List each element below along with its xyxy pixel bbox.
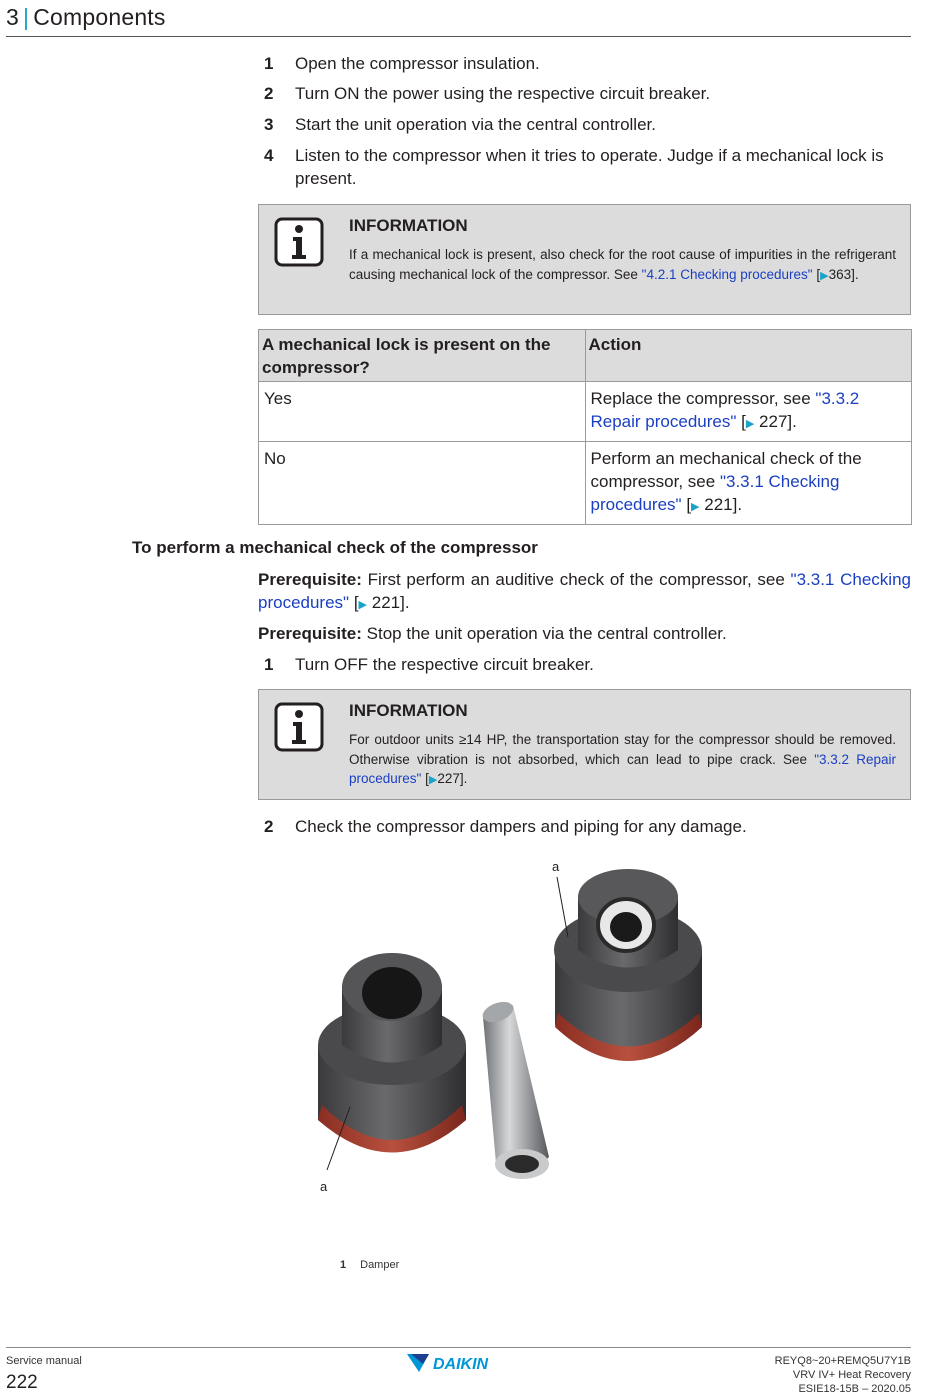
step-number: 3 <box>264 115 274 134</box>
step-item <box>258 82 911 105</box>
header-separator: | <box>23 4 30 30</box>
caption-number: 1 <box>340 1259 347 1271</box>
page-header <box>6 4 166 31</box>
footer-doc-type: Service manual <box>6 1355 82 1367</box>
step-number: 1 <box>264 655 274 674</box>
table-row <box>259 442 912 525</box>
leader-line <box>557 877 568 937</box>
section-heading: To perform a mechanical check of the compressor <box>132 538 538 557</box>
information-body: If a mechanical lock is present, also check for the root cause of impurities in the refrigerant causing mechanical lock of the compressor. See <box>349 247 896 282</box>
caption-text: Damper <box>360 1259 400 1271</box>
table-row <box>259 382 912 442</box>
step-number: 2 <box>264 84 274 103</box>
information-title: INFORMATION <box>349 216 468 235</box>
figure-caption <box>340 1259 399 1271</box>
step-item <box>258 815 911 838</box>
step-text: Turn ON the power using the respective circuit breaker. <box>295 84 711 103</box>
page-arrow-icon: ▶ <box>820 269 829 282</box>
information-box <box>258 689 911 800</box>
cross-reference-link[interactable]: "3.3.1 Checking procedures" <box>258 570 911 612</box>
step-text: Listen to the compressor when it tries to operate. Judge if a mechanical lock is present. <box>295 146 884 188</box>
chapter-title: Components <box>33 4 166 30</box>
step-item <box>258 113 911 136</box>
step-number: 1 <box>264 54 274 73</box>
information-text: For outdoor units ≥14 HP, the transportation stay for the compressor should be removed. Otherwise vibration is not absorbed, which can lead to pipe crack. See "3.3.2 Repair procedures" [▶227]. <box>349 732 896 786</box>
cross-reference-link[interactable]: "3.3.2 Repair procedures" <box>590 389 860 431</box>
table-cell-action: Perform an mechanical check of the compressor, see "3.3.1 Checking procedures" [▶ 221]. <box>585 442 912 525</box>
daikin-logo <box>407 1352 511 1374</box>
table-cell-action: Replace the compressor, see "3.3.2 Repair procedures" [▶ 227]. <box>585 382 912 442</box>
page-ref-close: ]. <box>851 266 859 282</box>
prerequisite-label: Prerequisite: <box>258 624 362 643</box>
cross-reference-link[interactable]: "4.2.1 Checking procedures" <box>641 266 813 282</box>
model-code: REYQ8~20+REMQ5U7Y1B <box>774 1355 911 1367</box>
footer-divider <box>6 1347 911 1348</box>
information-text <box>349 245 896 286</box>
step-number: 2 <box>264 817 274 836</box>
damper-photo <box>300 855 720 1205</box>
page-arrow-icon: ▶ <box>428 774 438 786</box>
left-damper <box>318 953 466 1153</box>
prerequisite-text: First perform an auditive check of the compressor, see <box>361 570 791 589</box>
action-text: Replace the compressor, see <box>590 389 816 408</box>
table-header-row <box>259 330 912 382</box>
header-divider <box>6 36 911 37</box>
prerequisite-label: Prerequisite: <box>258 570 362 589</box>
page-arrow-icon: ▶ <box>358 599 368 611</box>
footer-model-info <box>775 1354 911 1396</box>
brand-name: DAIKIN <box>433 1356 489 1373</box>
chapter-number: 3 <box>6 4 19 30</box>
cross-reference-link[interactable]: "3.3.1 Checking procedures" <box>590 472 840 514</box>
step-item <box>258 653 911 676</box>
information-title: INFORMATION <box>349 701 468 720</box>
action-text: Perform an mechanical check of the compressor, see <box>590 449 862 491</box>
step-text: Turn OFF the respective circuit breaker. <box>295 655 594 674</box>
page-ref: 227 <box>437 771 460 786</box>
callout-label: a <box>320 1179 328 1194</box>
page-ref: 227 <box>759 412 788 431</box>
callout-label: a <box>552 859 560 874</box>
step-item <box>258 144 911 190</box>
cross-reference-link[interactable]: "3.3.2 Repair procedures" <box>349 751 896 786</box>
page-ref: 221 <box>704 495 733 514</box>
information-body: For outdoor units ≥14 HP, the transportation stay for the compressor should be removed. Otherwise vibration is not absorbed, which can lead to pipe crack. See <box>349 732 896 767</box>
page-ref-open: [ <box>812 266 821 282</box>
document-code: ESIE18-15B – 2020.05 <box>798 1383 911 1395</box>
table-header-action: Action <box>585 330 912 382</box>
table-cell-answer: Yes <box>259 382 586 442</box>
metal-pipe <box>480 998 549 1179</box>
step-text: Start the unit operation via the central controller. <box>295 115 656 134</box>
prerequisite-paragraph <box>258 622 911 645</box>
information-icon <box>274 217 324 267</box>
right-damper <box>554 869 702 1061</box>
step-text: Open the compressor insulation. <box>295 54 540 73</box>
prerequisite-text: Stop the unit operation via the central controller. <box>361 624 727 643</box>
page-ref: 363 <box>828 266 852 282</box>
table-cell-answer: No <box>259 442 586 525</box>
page-arrow-icon: ▶ <box>745 418 755 430</box>
information-icon <box>274 702 324 752</box>
series-name: VRV IV+ Heat Recovery <box>792 1369 911 1381</box>
page-arrow-icon: ▶ <box>691 501 700 513</box>
decision-table <box>258 329 912 525</box>
step-number: 4 <box>264 146 274 165</box>
step-item <box>258 52 911 75</box>
page-number: 222 <box>6 1372 38 1393</box>
table-header-question: A mechanical lock is present on the compressor? <box>259 330 586 382</box>
information-box <box>258 204 911 315</box>
page-ref: 221 <box>371 593 401 612</box>
prerequisite-paragraph: Prerequisite: First perform an auditive check of the compressor, see "3.3.1 Checking procedures" [▶ 221]. <box>258 570 911 612</box>
step-text: Check the compressor dampers and piping for any damage. <box>295 817 747 836</box>
